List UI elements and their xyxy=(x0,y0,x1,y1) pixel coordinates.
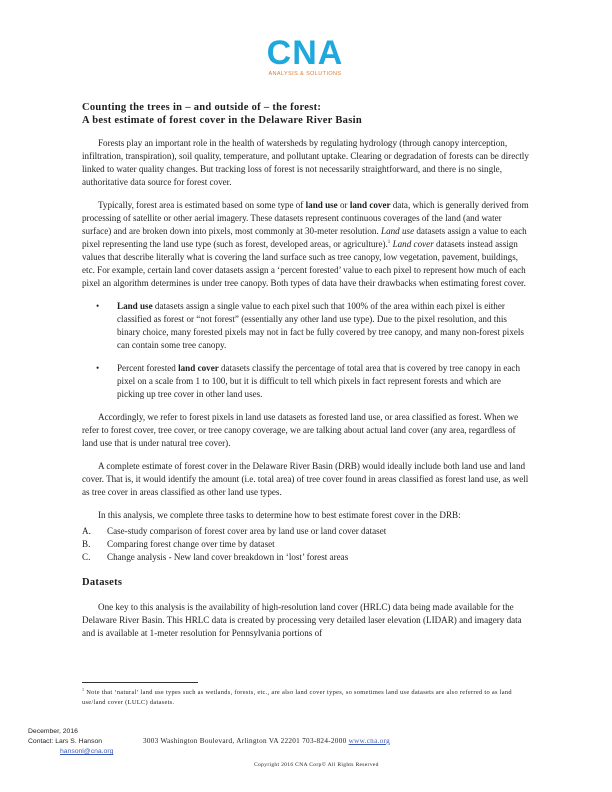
title-line-1: Counting the trees in – and outside of – the forest: xyxy=(82,102,322,113)
bold-term-land-use: land use xyxy=(305,200,338,210)
task-letter: B. xyxy=(82,539,91,549)
task-letter: A. xyxy=(82,526,91,536)
footer-date: December, 2016 xyxy=(28,728,78,735)
bold-term: Land use xyxy=(117,301,153,311)
bullet-list xyxy=(82,300,530,401)
footnote xyxy=(82,688,532,708)
bullet-dot-icon: • xyxy=(96,301,100,311)
bullet-text: datasets assign a single value to each pixel such that 100% of the area within each pixel is either classified as forest or “not forest” (essentially any other land use type). Due to the pixel resolution, and this binary choice, many forested pixels may not in fact be fully covered by tree canopy, and many non-forest pixels can contain some tree canopy. xyxy=(117,301,524,350)
footer-copyright: Copyright 2016 CNA Corp© All Rights Reserved xyxy=(254,762,379,768)
bold-term: land cover xyxy=(178,363,219,373)
task-item xyxy=(82,525,530,538)
text-run: or xyxy=(337,200,350,210)
italic-term-land-cover: Land cover xyxy=(392,239,434,249)
task-letter: C. xyxy=(82,552,91,562)
footnote-text: Note that ‘natural’ land use types such as wetlands, forests, etc., are also land cover types, so sometimes land use datasets are also referred to as land use/land cover (LULC) datasets. xyxy=(82,689,512,706)
footer-address xyxy=(143,737,390,746)
footnote-divider xyxy=(82,682,198,683)
task-text: Comparing forest change over time by dataset xyxy=(107,539,275,549)
text-run: datasets assign a value to each pixel representing the land use type (such as forest, developed areas, or agriculture). xyxy=(82,226,527,249)
paragraph-complete-estimate: A complete estimate of forest cover in the Delaware River Basin (DRB) would ideally include both land use and land cover. That is, it would identify the amount (i.e. total area) of tree cover found in areas classified as forest land use, as well as tree cover in areas classified as other land use types. xyxy=(82,461,529,497)
text-run: Typically, forest area is estimated based on some type of xyxy=(98,200,306,210)
title-line-2: A best estimate of forest cover in the Delaware River Basin xyxy=(82,115,362,126)
footnote-reference[interactable]: 1 xyxy=(387,239,391,245)
footer-website-link[interactable]: www.cna.org xyxy=(348,737,391,745)
task-text: Case-study comparison of forest cover area by land use or land cover dataset xyxy=(107,526,387,536)
bullet-text: Percent forested xyxy=(117,363,179,373)
paragraph-datasets: One key to this analysis is the availability of high-resolution land cover (HRLC) data being made available for the Delaware River Basin. This HRLC data is created by processing very detailed laser elevation (LIDAR) and imagery data and is available at 1-meter resolution for Pennsylvania portions of xyxy=(82,602,522,638)
paragraph-intro: Forests play an important role in the health of watersheds by regulating hydrology (through canopy interception, infiltration, transpiration), soil quality, temperature, and pollutant uptake. Clearing or degradation of forests can be directly linked to water quality changes. But tracking loss of forest is not necessarily straightforward, and there is no single, authoritative data source for forest cover. xyxy=(82,138,529,187)
task-text: Change analysis - New land cover breakdown in ‘lost’ forest areas xyxy=(107,552,349,562)
paragraph-tasks-intro: In this analysis, we complete three tasks to determine how to best estimate forest cover in the DRB: xyxy=(98,510,461,520)
text-run: data, which is generally derived from processing of satellite or other aerial imagery. These datasets represent continuous coverages of the land (and water surface) and are broken down into pixels, most commonly at 30-meter resolution. xyxy=(82,200,529,236)
task-item xyxy=(82,551,530,564)
cna-logo xyxy=(255,36,355,77)
bullet-dot-icon: • xyxy=(96,363,100,373)
logo-tagline: ANALYSIS & SOLUTIONS xyxy=(268,71,342,77)
section-heading-datasets: Datasets xyxy=(82,577,123,588)
bullet-text: datasets classify the percentage of total area that is covered by tree canopy in each pixel on a scale from 1 to 100, but it is difficult to tell which pixels in fact represent forests and which are picking up tree cover in other land uses. xyxy=(117,363,520,399)
task-item xyxy=(82,538,530,551)
footer-email-link[interactable]: hansonl@cna.org xyxy=(60,748,114,755)
task-list xyxy=(82,525,530,564)
paragraph-definitions: Accordingly, we refer to forest pixels in land use datasets as forested land use, or area classified as forest. When we refer to forest cover, tree cover, or tree canopy coverage, we are talking about actual land cover (any area, regardless of land use that is under natural tree cover). xyxy=(82,412,519,448)
document-title xyxy=(82,101,530,127)
document-body xyxy=(82,101,530,650)
bold-term-land-cover: land cover xyxy=(349,200,391,210)
bullet-item-land-use xyxy=(82,300,530,352)
logo-wordmark: CNA xyxy=(266,34,344,72)
text-run: datasets instead assign values that describe literally what is covering the land surface such as tree canopy, low vegetation, pavement, buildings, etc. For example, certain land cover datasets assign a ‘percent forested’ value to each pixel to represent how much of each pixel an algorithm determines is under tree canopy. Both types of data have their drawbacks when estimating forest cover. xyxy=(82,239,526,288)
bullet-item-land-cover xyxy=(82,362,530,401)
footnote-number: 1 xyxy=(82,686,85,692)
paragraph-land-use-cover xyxy=(82,199,530,290)
footer-address-text: 3003 Washington Boulevard, Arlington VA 22201 703-824-2000 xyxy=(143,737,349,745)
italic-term-land-use: Land use xyxy=(381,226,415,236)
footer-contact: Contact: Lars S. Hanson xyxy=(28,738,103,745)
